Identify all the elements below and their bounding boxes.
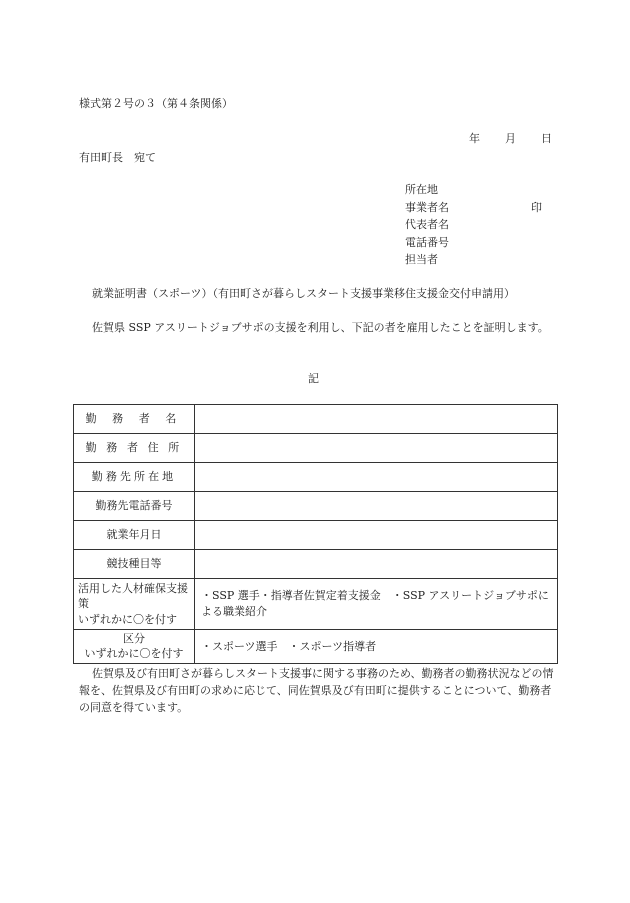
addressee: 有田町長 宛て <box>79 151 156 164</box>
workplace-phone-label: 勤務先電話番号 <box>74 492 195 521</box>
category-label-note: いずれかに〇を付す <box>84 646 184 660</box>
worker-address-label: 勤 務 者 住 所 <box>74 434 195 463</box>
program-label <box>74 579 195 630</box>
employment-date-field[interactable] <box>195 521 558 550</box>
workplace-address-field[interactable] <box>195 463 558 492</box>
location-label: 所在地 <box>405 183 438 196</box>
consent-paragraph: 佐賀県及び有田町さが暮らしスタート支援事に関する事務のため、勤務者の勤務状況などの情報を、佐賀県及び有田町の求めに応じて、同佐賀県及び有田町に提供することについて、勤務者の同意を得ています。 <box>79 667 554 715</box>
table-row <box>74 405 558 434</box>
category-options[interactable]: ・スポーツ選手 ・スポーツ指導者 <box>195 630 558 664</box>
category-label <box>74 630 195 664</box>
date-year: 年 <box>469 132 480 145</box>
table-row <box>74 550 558 579</box>
ki-heading: 記 <box>308 372 319 385</box>
program-label-main: 活用した人材確保支援策 <box>78 581 188 611</box>
date-line <box>469 131 552 147</box>
program-label-note: いずれかに〇を付す <box>78 612 177 626</box>
program-options[interactable]: ・SSP 選手・指導者佐賀定着支援金 ・SSP アスリートジョブサポによる職業紹介 <box>195 579 558 630</box>
workplace-phone-field[interactable] <box>195 492 558 521</box>
category-label-main: 区分 <box>123 632 145 646</box>
sport-field[interactable] <box>195 550 558 579</box>
table-row <box>74 492 558 521</box>
worker-name-label: 勤 務 者 名 <box>74 405 195 434</box>
representative-label: 代表者名 <box>405 218 449 231</box>
worker-name-field[interactable] <box>195 405 558 434</box>
seal-mark: 印 <box>531 200 542 214</box>
workplace-address-label: 勤務先所在地 <box>74 463 195 492</box>
applicant-block <box>405 182 542 270</box>
table-row <box>74 521 558 550</box>
phone-label: 電話番号 <box>405 235 449 249</box>
business-name-label: 事業者名 <box>405 200 449 214</box>
worker-address-field[interactable] <box>195 434 558 463</box>
table-row <box>74 579 558 630</box>
form-number: 様式第２号の３（第４条関係） <box>79 97 233 110</box>
date-month: 月 <box>505 132 516 145</box>
certificate-table <box>73 404 558 664</box>
table-row <box>74 434 558 463</box>
table-row <box>74 630 558 664</box>
intro-paragraph: 佐賀県 SSP アスリートジョブサポの支援を利用し、下記の者を雇用したことを証明します。 <box>92 321 549 334</box>
sport-label: 競技種目等 <box>74 550 195 579</box>
contact-label: 担当者 <box>405 253 438 266</box>
employment-date-label: 就業年月日 <box>74 521 195 550</box>
document-title: 就業証明書（スポーツ）（有田町さが暮らしスタート支援事業移住支援金交付申請用） <box>92 287 516 300</box>
table-row <box>74 463 558 492</box>
date-day: 日 <box>541 132 552 145</box>
